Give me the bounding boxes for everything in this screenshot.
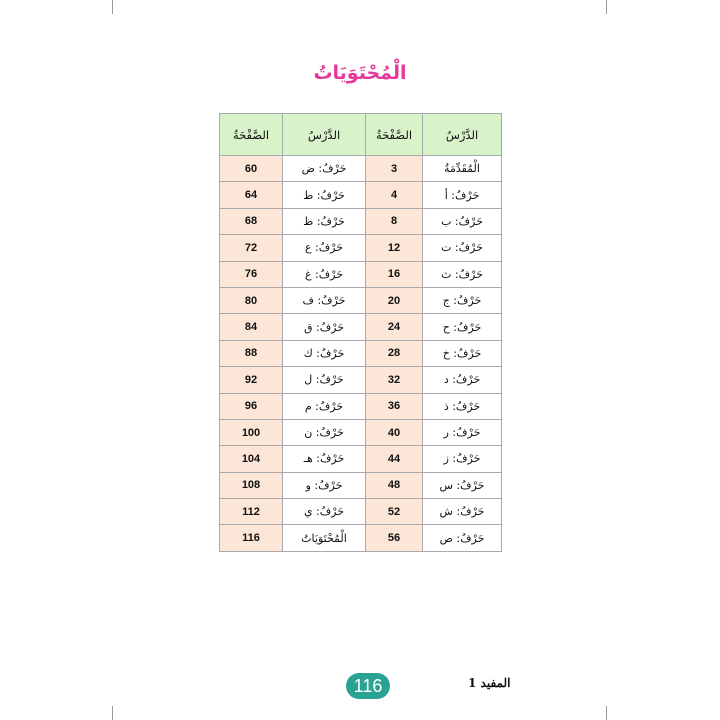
table-row — [220, 419, 502, 445]
page-cell: 104 — [220, 446, 283, 472]
page-cell: 36 — [366, 393, 423, 419]
table-row — [220, 261, 502, 287]
header-page: الصَّفْحَةُ — [220, 114, 283, 156]
page-cell: 12 — [366, 235, 423, 261]
lesson-cell: حَرْفُ: ث — [423, 261, 502, 287]
page-cell: 28 — [366, 340, 423, 366]
table-row — [220, 208, 502, 234]
page-cell: 16 — [366, 261, 423, 287]
header-lesson: الدَّرْسُ — [423, 114, 502, 156]
page-cell: 68 — [220, 208, 283, 234]
table-row — [220, 393, 502, 419]
lesson-cell: حَرْفُ: ط — [283, 182, 366, 208]
lesson-cell: حَرْفُ: ع — [283, 235, 366, 261]
table-row — [220, 340, 502, 366]
crop-mark-top-left — [112, 0, 113, 14]
lesson-cell: حَرْفُ: ح — [423, 314, 502, 340]
crop-mark-top-right — [606, 0, 607, 14]
lesson-cell: حَرْفُ: ك — [283, 340, 366, 366]
page-cell: 72 — [220, 235, 283, 261]
lesson-cell: الْمُحْتَوَيَاتُ — [283, 525, 366, 551]
header-lesson: الدَّرْسُ — [283, 114, 366, 156]
lesson-cell: حَرْفُ: ج — [423, 287, 502, 313]
lesson-cell: حَرْفُ: و — [283, 472, 366, 498]
lesson-cell: حَرْفُ: هـ — [283, 446, 366, 472]
page-cell: 108 — [220, 472, 283, 498]
lesson-cell: حَرْفُ: ش — [423, 499, 502, 525]
page-cell: 20 — [366, 287, 423, 313]
table-row — [220, 472, 502, 498]
table-row — [220, 446, 502, 472]
table-body — [220, 156, 502, 552]
page-cell: 76 — [220, 261, 283, 287]
table-row — [220, 287, 502, 313]
crop-mark-bottom-right — [606, 706, 607, 720]
lesson-cell: حَرْفُ: د — [423, 367, 502, 393]
page-number-badge: 116 — [346, 673, 390, 699]
page-cell: 4 — [366, 182, 423, 208]
lesson-cell: حَرْفُ: ص — [423, 525, 502, 551]
page-cell: 112 — [220, 499, 283, 525]
table-row — [220, 235, 502, 261]
table-header-row — [220, 114, 502, 156]
page-cell: 24 — [366, 314, 423, 340]
table-row — [220, 367, 502, 393]
table-row — [220, 499, 502, 525]
page-cell: 84 — [220, 314, 283, 340]
lesson-cell: حَرْفُ: غ — [283, 261, 366, 287]
lesson-cell: حَرْفُ: ن — [283, 419, 366, 445]
page-cell: 96 — [220, 393, 283, 419]
lesson-cell: حَرْفُ: ذ — [423, 393, 502, 419]
page-cell: 100 — [220, 419, 283, 445]
lesson-cell: حَرْفُ: م — [283, 393, 366, 419]
page-cell: 64 — [220, 182, 283, 208]
lesson-cell: حَرْفُ: س — [423, 472, 502, 498]
lesson-cell: حَرْفُ: ي — [283, 499, 366, 525]
page-cell: 60 — [220, 156, 283, 182]
table-row — [220, 156, 502, 182]
page-cell: 3 — [366, 156, 423, 182]
lesson-cell: حَرْفُ: ت — [423, 235, 502, 261]
page-cell: 40 — [366, 419, 423, 445]
page-cell: 92 — [220, 367, 283, 393]
page-cell: 44 — [366, 446, 423, 472]
page-cell: 48 — [366, 472, 423, 498]
header-page: الصَّفْحَةُ — [366, 114, 423, 156]
lesson-cell: حَرْفُ: خ — [423, 340, 502, 366]
page-cell: 56 — [366, 525, 423, 551]
lesson-cell: حَرْفُ: ر — [423, 419, 502, 445]
lesson-cell: حَرْفُ: ق — [283, 314, 366, 340]
contents-table — [219, 113, 502, 552]
table-row — [220, 182, 502, 208]
page-title: الْمُحْتَوَيَاتُ — [313, 62, 407, 84]
table-row — [220, 525, 502, 551]
page-cell: 32 — [366, 367, 423, 393]
lesson-cell: حَرْفُ: ظ — [283, 208, 366, 234]
book-title: المفيد 1 — [468, 676, 511, 690]
lesson-cell: حَرْفُ: ب — [423, 208, 502, 234]
table-row — [220, 314, 502, 340]
lesson-cell: حَرْفُ: ف — [283, 287, 366, 313]
page-cell: 8 — [366, 208, 423, 234]
crop-mark-bottom-left — [112, 706, 113, 720]
page-cell: 52 — [366, 499, 423, 525]
lesson-cell: حَرْفُ: ز — [423, 446, 502, 472]
lesson-cell: حَرْفُ: أ — [423, 182, 502, 208]
page-cell: 116 — [220, 525, 283, 551]
lesson-cell: الْمُقَدِّمَةُ — [423, 156, 502, 182]
lesson-cell: حَرْفُ: ض — [283, 156, 366, 182]
lesson-cell: حَرْفُ: ل — [283, 367, 366, 393]
page-cell: 80 — [220, 287, 283, 313]
page-cell: 88 — [220, 340, 283, 366]
